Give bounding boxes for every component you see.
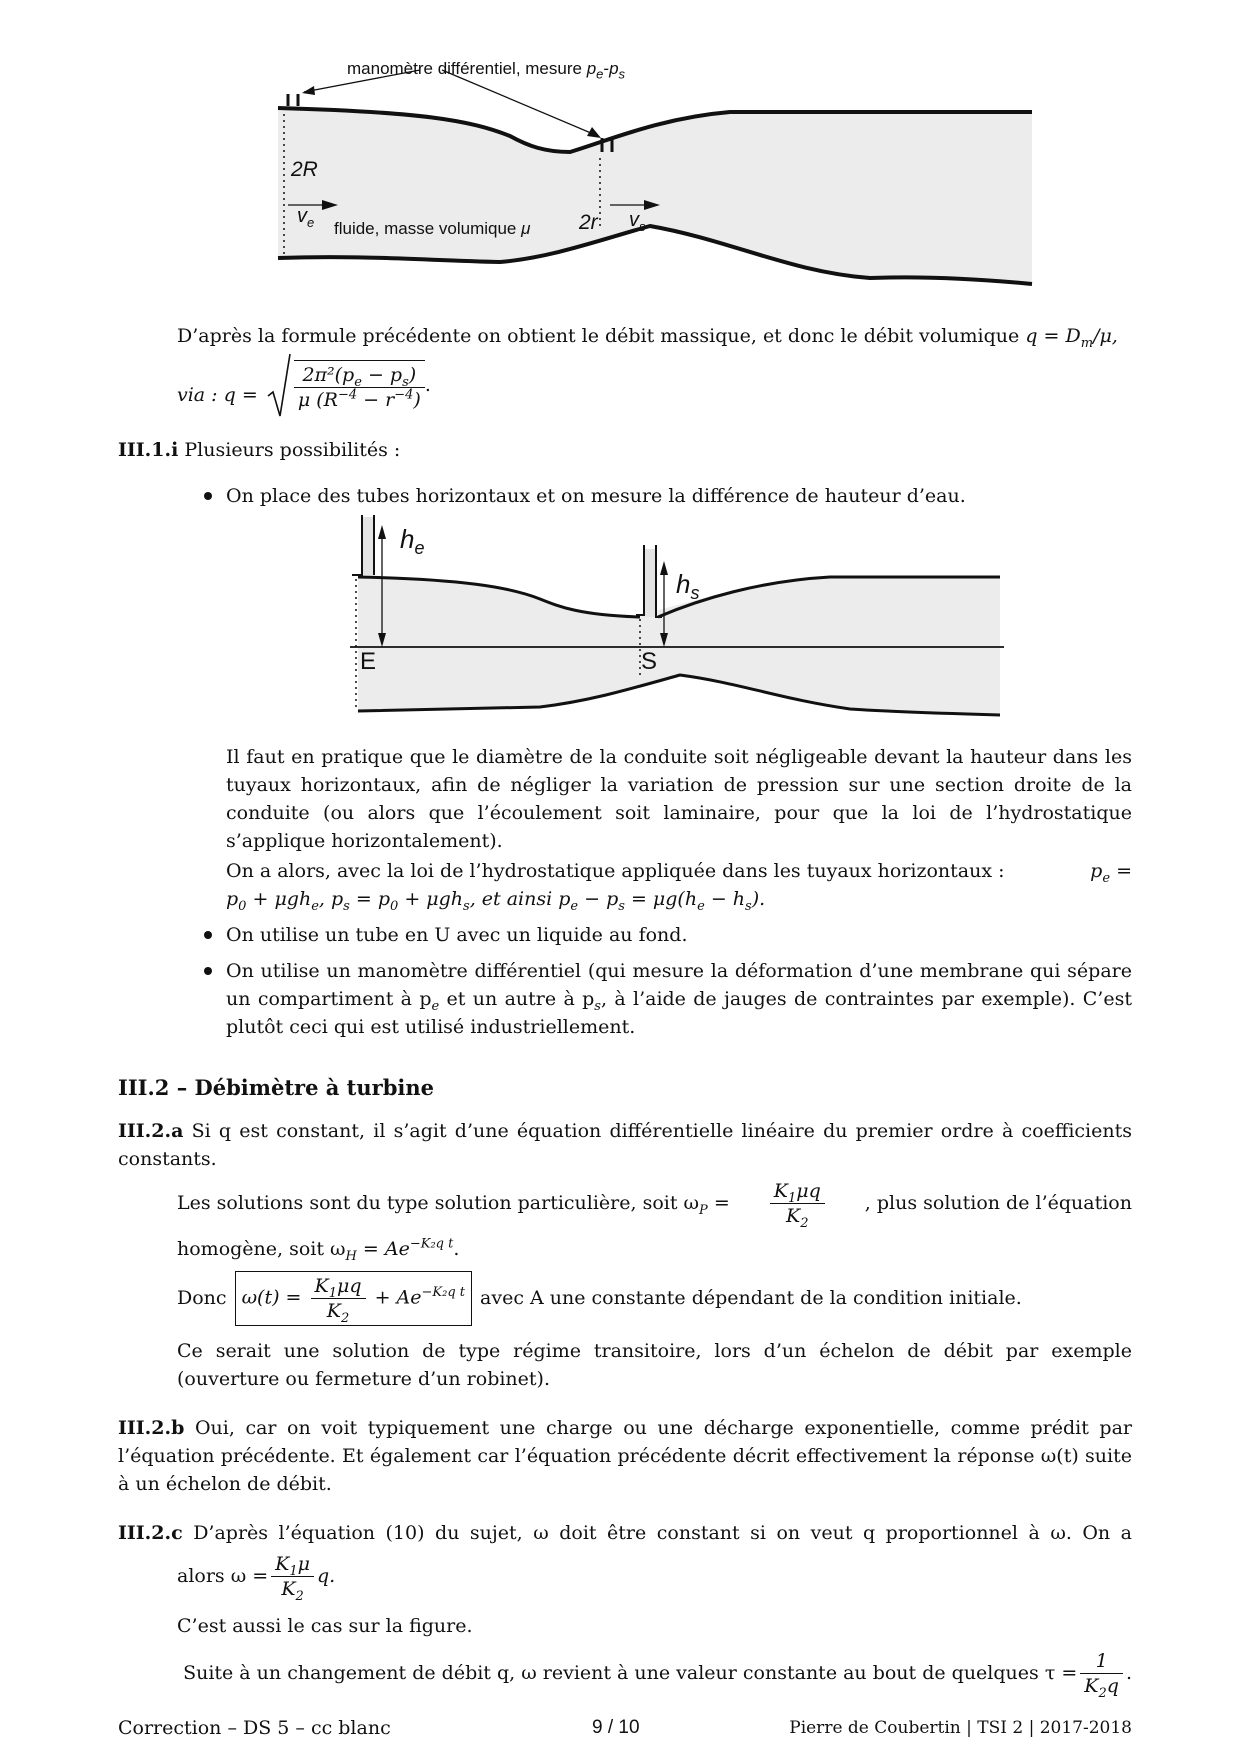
- question-III-2-b: III.2.b Oui, car on voit typiquement une charge ou une décharge exponentielle, comme prédit par l’équation précédente. Et également car l’équation précédente décrit effectivement la réponse ω(t) suite à un échelon de débit.: [118, 1417, 1132, 1495]
- bullet-1-text: On place des tubes horizontaux et on mesure la différence de hauteur d’eau.: [226, 485, 966, 507]
- bullet-1-dot: [204, 492, 212, 500]
- solution-boxed: Donc ω(t) = $\frac{K_1\mu q}{K_2}$ + $Ae^{-K_2q t}$ avec A une constante dépendant de la condition initiale.: [177, 1266, 1022, 1330]
- section-III-2-title: III.2 – Débimètre à turbine: [118, 1075, 435, 1100]
- fluid-label: fluide, masse volumique μ: [334, 219, 531, 238]
- tau-line: Suite à un changement de débit q, ω revient à une valeur constante au bout de quelques τ = $\frac{1}{K_2q}$ .: [183, 1649, 1132, 1701]
- label-he: $h_e$: [400, 524, 425, 559]
- footer-left: Correction – DS 5 – cc blanc: [118, 1717, 391, 1739]
- footer-page-number: 9 / 10: [592, 1717, 640, 1738]
- tubes-figure: [340, 515, 1020, 725]
- label-S: S: [641, 648, 658, 675]
- figure-case: C’est aussi le cas sur la figure.: [177, 1615, 473, 1637]
- para-hydro-line2: $p_0 + \mu gh_e$, $p_s = p_0 + \mu gh_s$, et ainsi $p_e - p_s = \mu g(h_e - h_s)$.: [226, 888, 766, 914]
- question-III-2-c: III.2.c D’après l’équation (10) du sujet, ω doit être constant si on veut q proportionnel à ω. On a: [118, 1522, 1133, 1544]
- question-III-2-a: III.2.a Si q est constant, il s’agit d’une équation différentielle linéaire du premier ordre à coefficients constants.: [118, 1120, 1132, 1170]
- boxed-solution: ω(t) = $\frac{K_1\mu q}{K_2}$ + $Ae^{-K_2q t}$: [235, 1271, 472, 1326]
- arrow-head-exit: [587, 127, 601, 138]
- label-vs: $v_s$: [629, 209, 646, 234]
- regime-transitoire: Ce serait une solution de type régime transitoire, lors d’un échelon de débit par exemple (ouverture ou fermeture d’un robinet).: [177, 1340, 1132, 1390]
- para-diametre: Il faut en pratique que le diamètre de la conduite soit négligeable devant la hauteur dans les tuyaux horizontaux, afin de négliger la variation de pression sur une section droite de la conduite (ou alors que l’écoulement soit laminaire, pour que la loi de l’hydrostatique s’applique horizontalement).: [226, 746, 1132, 852]
- tube-E: [362, 517, 374, 575]
- omega-formula: alors ω = $\frac{K_1\mu}{K_2}$ q.: [177, 1552, 336, 1604]
- para-hydro-line1: On a alors, avec la loi de l’hydrostatique appliquée dans les tuyaux horizontaux : $p_e$ =: [226, 860, 1132, 886]
- via-label: via : q =: [177, 384, 258, 406]
- label-ve: $v_e$: [297, 205, 315, 230]
- manometer-label: manomètre différentiel, mesure $p_e-p_s$: [347, 59, 626, 82]
- label-E: E: [360, 648, 377, 675]
- bullet-2-dot: [204, 931, 212, 939]
- question-III-1-i: III.1.i Plusieurs possibilités :: [118, 439, 401, 461]
- footer-right: Pierre de Coubertin | TSI 2 | 2017-2018: [789, 1718, 1132, 1738]
- solution-homogene: homogène, soit $\omega_H = Ae^{-K_2q t}$.: [177, 1236, 460, 1264]
- label-2R: 2R: [291, 158, 318, 181]
- arrow-head-entry: [302, 86, 315, 95]
- bullet-3-text: On utilise un manomètre différentiel (qui mesure la déformation d’une membrane qui sépare un compartiment à $p_e$ et un autre à $p_s$, à l’aide de jauges de contraintes par exemple). C’est plutôt ceci qui est utilisé industriellement.: [226, 960, 1132, 1038]
- bullet-3-dot: [204, 967, 212, 975]
- solution-particuliere: Les solutions sont du type solution particulière, soit $\omega_P$ = $\frac{K_1\mu q}{K_2}$ , plus solution de l’équation: [177, 1179, 1132, 1231]
- tube-S: [644, 549, 656, 617]
- label-2r: 2r: [579, 211, 598, 234]
- debit-formula: via : q = $\frac{2\pi^2(p_e - p_s)}{\mu (R^{-4} - r^{-4})}$ .: [177, 352, 431, 418]
- sqrt-sign: [266, 352, 292, 420]
- debit-line: D’après la formule précédente on obtient le débit massique, et donc le débit volumique $q = D_m/\mu$,: [177, 325, 1118, 351]
- tap-entry: [288, 94, 298, 106]
- bullet-2-text: On utilise un tube en U avec un liquide au fond.: [226, 924, 688, 946]
- label-hs: $h_s$: [676, 569, 700, 604]
